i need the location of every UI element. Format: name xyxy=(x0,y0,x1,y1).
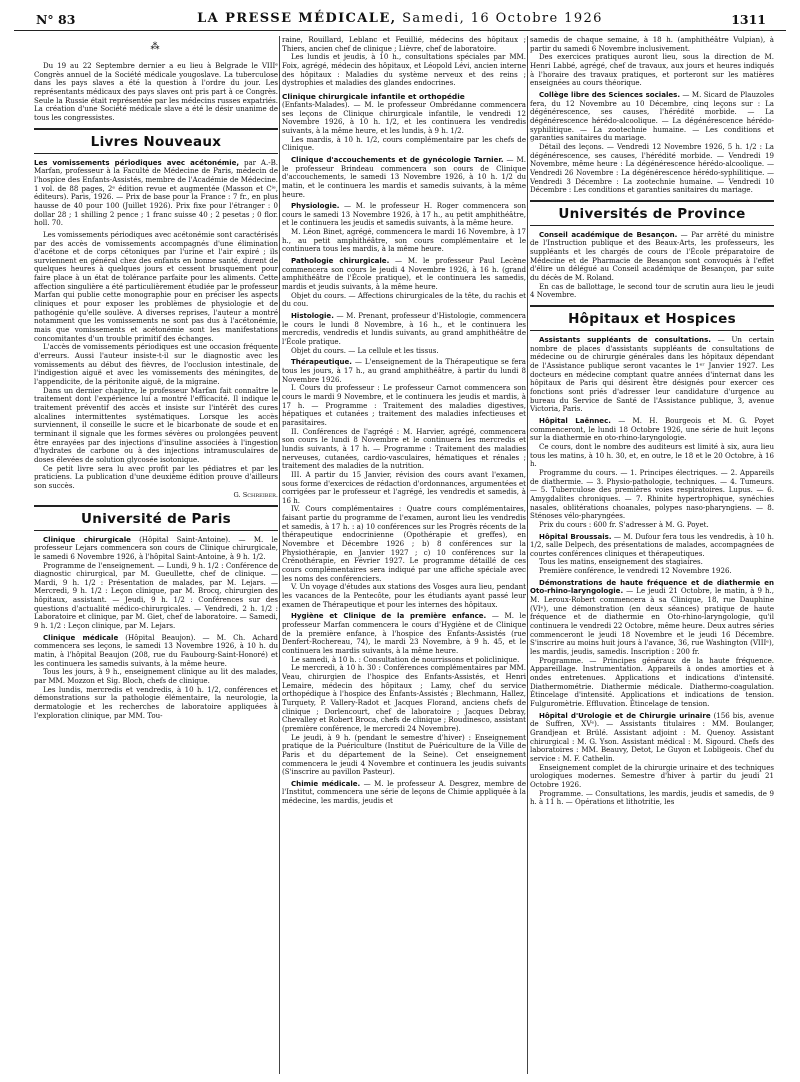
notice-body: — M. Prenant, professeur d'Histologie, commencera le cours le lundi 8 Novembre, à 16 h., et le continuera les mercredis, vendredis et lundis suivants, au grand amphithéâtre de l'École pratique. xyxy=(282,311,526,346)
notice-body: (156 bis, avenue de Suffren, XVᵉ). — Assistants titulaires : MM. Boulanger, Grandjean et Brülé. Assistant adjoint : M. Quenoy. Assistant chirurgical : M. G. Yson. Assistant médical : M. Sigourd. Chefs des laboratoires : MM. Beauvy, Detot, Le Guyon et Lobligeois. Chef du service : M. F. Cathelin. xyxy=(530,710,774,763)
notice-body: — M. le professeur A. Desgrez, membre de l'Institut, commencera une série de leçons de Chimie appliquée à la médecine, les mardis, jeudis et xyxy=(282,778,526,806)
notice-besancon xyxy=(530,231,774,283)
notice-paragraph: Enseignement complet de la chirurgie urinaire et des techniques urologiques modernes. Semestre d'hiver à partir du jeudi 21 Octobre 1926. xyxy=(530,762,774,789)
notice-broussais xyxy=(530,533,774,559)
notice-body: — M. Dufour fera tous les vendredis, à 10 h. 1/2, salle Delpech, des présentations de malades, accompagnées de courtes conférences cliniques et thérapeutiques. xyxy=(530,531,774,558)
notice-therapeutique xyxy=(282,358,526,384)
issue-date: Samedi, 16 Octobre 1926 xyxy=(396,11,603,26)
notice-body: — M. le professeur Brindeau commencera son cours de Clinique d'accouchements, le samedi 13 Novembre 1926, à 10 h. 1/2 du matin, et le continuera les mardis et samedis suivants, à la même heure. xyxy=(282,154,526,199)
notice-histologie xyxy=(282,312,526,347)
section-title-universite-paris: Université de Paris xyxy=(34,505,278,531)
notice-physiologie xyxy=(282,202,526,228)
notice-laennec xyxy=(530,417,774,443)
notice-body: (Hôpital Beaujon). — M. Ch. Achard commencera ses leçons, le samedi 13 Novembre 1926, à 10 h. du matin, à l'hôpital Beaujon (208, rue du Faubourg-Saint-Honoré) et les continuera les samedis suivants, à la même heure. xyxy=(34,632,278,668)
section-title-hopitaux: Hôpitaux et Hospices xyxy=(530,305,774,331)
notice-heading: Hôpital Broussais. xyxy=(539,531,612,541)
notice-paragraph: IV. Cours complémentaires : Quatre cours complémentaires, faisant partie du programme de l'examen, auront lieu les vendredis et samedis, à 17 h. : a) 10 conférences sur les Progrès récents de la thérapeutique endocrinienne (Opothérapie et greffes), en Novembre et Décembre 1926 ; b) 8 conférences sur la Physiothérapie, en Janvier 1927 ; c) 10 conférences sur la Crénothérapie, en Février 1927. Le programme détaillé de ces cours complémentaires sera indiqué par une affiche spéciale avec les noms des conférenciers. xyxy=(282,504,526,583)
notice-paragraph: Le jeudi, à 9 h. (pendant le semestre d'hiver) : Enseignement pratique de la Puériculture (Institut de Puériculture de la Ville de Paris et du département de la Seine). Cet enseignement commencera le jeudi 4 Novembre et continuera les jeudis suivants (S'inscrire au pavillon Pasteur). xyxy=(282,732,526,777)
notice-paragraph: Les lundis, mercredis et vendredis, à 10 h. 1/2, conférences et démonstrations sur la pathologie élémentaire, la neurologie, la dermatologie et les recherches de laboratoire appliquées à l'exploration clinique, par MM. Tou- xyxy=(34,684,278,720)
course-object: Objet du cours. — Affections chirurgicales de la tête, du rachis et du cou. xyxy=(282,290,526,309)
section-title-livres: Livres Nouveaux xyxy=(34,128,278,154)
journal-title: LA PRESSE MÉDICALE, xyxy=(197,11,397,26)
book-review-paragraph: Ce petit livre sera lu avec profit par les pédiatres et par les praticiens. La publication d'une deuxième édition prouve d'ailleurs son succès. xyxy=(34,463,278,490)
notice-paragraph: Programme du cours. — 1. Principes électriques. — 2. Appareils de diathermie. — 3. Physio-pathologie, techniques. — 4. Tumeurs. — 5. Tuberculose des premières voies respiratoires. Lupus. — 6. Amygdalites chroniques. — 7. Rhinite hypertrophique, synéchies nasales, oblitérations choanales, polypes naso-pharyngiens. — 8. Sténoses vélo-pharyngées. xyxy=(530,467,774,521)
notice-body: — M. le professeur H. Roger commencera son cours le samedi 13 Novembre 1926, à 17 h., au petit amphithéâtre, et le continuera les jeudis et samedis suivants, à la même heure. xyxy=(282,201,526,228)
notice-body: — Un certain nombre de places d'assistants suppléants de consultations de médecine ou de chirurgie générales dans les hôpitaux dépendant de l'Assistance publique seront vacantes le 1ᵉʳ Janvier 1927. Les docteurs en médecine comptant quatre années d'internat dans les hôpitaux de Paris qui désirent être désignés pour exercer ces fonctions sont priés d'adresser leur candidature d'urgence au bureau du Service de Santé de l'Assistance publique, 3, avenue Victoria, Paris. xyxy=(530,335,774,414)
notice-paragraph: Des exercices pratiques auront lieu, sous la direction de M. Henri Labbé, agrégé, chef de travaux, aux jours et heures indiqués à l'horaire des travaux pratiques, et porteront sur les matières enseignées au cours théorique. xyxy=(530,52,774,88)
notice-paragraph: Ce cours, dont le nombre des auditeurs est limité à six, aura lieu tous les matins, à 10 h. 30, et, en outre, le 18 et le 20 Octobre, à 16 h. xyxy=(530,441,774,469)
notice-assistants xyxy=(530,336,774,414)
notice-paragraph: Tous les matins, enseignement des stagiaires. xyxy=(539,557,703,567)
asterism-icon: ⁂ xyxy=(150,42,162,52)
book-reference xyxy=(34,159,278,228)
notice-demonstrations xyxy=(530,579,774,657)
notice-heading: Pathologie chirurgicale. xyxy=(291,256,390,266)
notice-paragraph: Les mardis, à 10 h. 1/2, cours complémentaire par les chefs de Clinique. xyxy=(282,134,526,153)
notice-heading: Démonstrations de haute fréquence et de diathermie en Oto-rhino-laryngologie. xyxy=(530,577,774,596)
book-title: Les vomissements périodiques avec acétonémie, xyxy=(34,157,240,167)
notice-heading: Hôpital d'Urologie et de Chirurgie urinaire xyxy=(539,710,711,720)
book-details: par A.-B. Marfan, professeur à la Faculté de Médecine de Paris, médecin de l'hospice des Enfants-Assistés, membre de l'Académie de Médecine. 1 vol. de 88 pages, 2ᵉ édition revue et augmentée (Masson et Cⁱᵉ, éditeurs). Paris, 1926. — Prix de base pour la France : 7 fr., en plus hausse de 40 pour 100 (Juillet 1926). Prix fixe pour l'étranger : 0 dollar 28 ; 1 shilling 2 pence ; 1 franc suisse 40 ; 2 pesetas ; 0 flor. holl. 70. xyxy=(34,157,278,228)
notice-paragraph: Première conférence, le vendredi 12 Novembre 1926. xyxy=(539,566,732,576)
notice-body: — Par arrêté du ministre de l'Instruction publique et des Beaux-Arts, les professeurs, les suppléants et les chargés de cours de l'École préparatoire de Médecine et de Pharmacie de Besançon sont convoqués à l'effet d'élire un délégué au Conseil académique de Besançon, par suite du décès de M. Roland. xyxy=(530,229,774,283)
notice-urologie xyxy=(530,712,774,764)
notice-paragraph: Les lundis et jeudis, à 10 h., consultations spéciales par MM. Foix, agrégé, médecin des hôpitaux, et Léopold Lévi, ancien interne des hôpitaux : Maladies du système nerveux et des reins ; dystrophies et maladies des glandes endocrines. xyxy=(282,52,526,88)
course-object: Objet du cours. — La cellule et les tissus. xyxy=(291,345,439,355)
notice-body: (Hôpital Saint-Antoine). — M. le professeur Lejars commencera son cours de Clinique chirurgicale, le samedi 6 Novembre 1926, à l'hôpital Saint-Antoine, à 9 h. 1/2. xyxy=(34,534,278,561)
page-header xyxy=(14,8,786,31)
notice-paragraph: samedis de chaque semaine, à 18 h. (amphithéâtre Vulpian), à partir du samedi 6 Novembre inclusivement. xyxy=(530,36,774,53)
book-review-paragraph: Les vomissements périodiques avec acétonémie sont caractérisés par des accès de vomissements accompagnés d'une élimination d'acétone et de corps cétoniques par l'urine et l'air expiré ; ils surviennent en général chez des enfants en bonne santé, durent de quelques heures à quelques jours et cessent brusquement pour faire place à un état de tolérance parfaite pour les aliments. Cette affection singulière a été particulièrement étudiée par le professeur Marfan qui publie cette monographie pour en préciser les aspects cliniques et pour exposer les problèmes de physiologie et de pathogénie qu'elle soulève. A diverses reprises, l'auteur a montré notamment que les vomissements ne sont pas dus à l'acétonémie, mais que vomissements et acétonémie sont les manifestations concomitantes d'un trouble primitif des échanges. xyxy=(34,229,278,343)
notice-body: — M. le professeur Marfan commencera le cours d'Hygiène et de Clinique de la première enfance, à l'hospice des Enfants-Assistés (rue Denfert-Rochereau, 74), le mardi 23 Novembre, à 9 h. 45, et le continuera les mardis suivants, à la même heure. xyxy=(282,611,526,655)
notice-body: — M. H. Bourgeois et M. G. Poyet commenceront, le lundi 18 Octobre 1926, une série de huit leçons sur la diathermie en oto-rhino-laryngologie. xyxy=(530,415,774,443)
notice-paragraph: II. Conférences de l'agrégé : M. Harvier, agrégé, commencera son cours le lundi 8 Novembre et le continuera les mercredis et lundis suivants, à 17 h. — Programme : Traitement des maladies nerveuses, cutanées, cardio-vasculaires, hématiques et rénales ; traitement des maladies de la nutrition. xyxy=(282,426,526,471)
notice-paragraph: M. Léon Binet, agrégé, commencera le mardi 16 Novembre, à 17 h., au petit amphithéâtre, son cours complémentaire et le continuera tous les mardis, à la même heure. xyxy=(282,227,526,254)
masthead xyxy=(14,11,786,26)
program-paragraph: Programme de l'enseignement. — Lundi, 9 h. 1/2 : Conférence de diagnostic chirurgical, par M. Gueullette, chef de clinique. — Mardi, 9 h. 1/2 : Présentation de malades, par M. Lejars. — Mercredi, 9 h. 1/2 : Leçon clinique, par M. Brocq, chirurgien des hôpitaux, assistant. — Jeudi, 9 h. 1/2 : Conférences sur des questions d'actualité médico-chirurgicales. — Vendredi, 2 h. 1/2 : Laboratoire et clinique, par M. Giet, chef de laboratoire. — Samedi, 9 h. 1/2 : Leçon clinique, par M. Lejars. xyxy=(34,560,278,631)
notice-paragraph: Tous les jours, à 9 h., enseignement clinique au lit des malades, par MM. Mozzon et Sig. Bloch, chefs de clinique. xyxy=(34,667,278,686)
congress-paragraph: Du 19 au 22 Septembre dernier a eu lieu à Belgrade le VIIIᵉ Congrès annuel de la Société médicale yougoslave. La tuberculose dans les pays slaves a été la question à l'ordre du jour. Les représentants médicaux des pays slaves ont pris part à ce Congrès. Seule la Russie était représentée par les médecins russes expatriés. La création d'une Société médicale slave a été le désir unanime de tous les congressistes. xyxy=(34,61,278,122)
columns xyxy=(14,36,786,1074)
notice-paragraph: raine, Rouillard, Leblanc et Feuillié, médecins des hôpitaux ; Thiers, ancien chef de clinique ; Lièvre, chef de laboratoire. xyxy=(282,36,526,53)
notice-heading: Assistants suppléants de consultations. xyxy=(539,335,711,345)
notice-heading: Clinique d'accouchements et de gynécologie Tarnier. xyxy=(291,154,504,164)
book-review-paragraph: Dans un dernier chapitre, le professeur Marfan fait connaître le traitement dont l'expérience lui a montré l'efficacité. Il indique le traitement préventif des accès et insiste sur l'intérêt des cures alcalines intermittentes systématiques. Lorsque les accès surviennent, il conseille le sucre et le bicarbonate de soude et en terminant il signale que les formes sévères ou prolongées peuvent être enrayées par des injections d'insuline associées à l'ingestion d'hydrates de carbone ou à des injections intramusculaires de doses élevées de solution glycosée isotonique. xyxy=(34,385,278,464)
notice-paragraph: V. Un voyage d'études aux stations des Vosges aura lieu, pendant les vacances de la Pentecôte, pour les étudiants ayant passé leur examen de Thérapeutique et pour les internes des hôpitaux. xyxy=(282,582,526,609)
notice-body: (Enfants-Malades). — M. le professeur Ombrédanne commencera ses leçons de Clinique chirurgicale infantile, le vendredi 12 Novembre 1926, à 10 h. 1/2, et les continuera les vendredis suivants, à la même heure, et les lundis, à 9 h. 1/2. xyxy=(282,99,526,135)
notice-hygiene xyxy=(282,612,526,655)
notice-heading: Clinique médicale xyxy=(43,632,119,642)
column-3 xyxy=(530,36,774,1074)
notice-heading: Clinique chirurgicale xyxy=(43,534,131,544)
column-1 xyxy=(34,36,278,1074)
book-review-paragraph: L'accès de vomissements périodiques est une occasion fréquente d'erreurs. Aussi l'auteur insiste-t-il sur le diagnostic avec les vomissements au début des fièvres, de l'occlusion intestinale, de l'indigestion aiguë et avec les vomissements des méningites, de l'appendicite, de la péritonite aiguë, de la migraine. xyxy=(34,342,278,386)
notice-heading: Chimie médicale. xyxy=(291,778,361,788)
notice-heading: Thérapeutique. xyxy=(291,357,352,367)
notice-accouchements xyxy=(282,156,526,199)
notice-paragraph: III. A partir du 15 Janvier, révision des cours avant l'examen, sous forme d'exercices de rédaction d'ordonnances, argumentées et corrigées par le professeur et l'agrégé, les vendredis et samedis, à 16 h. xyxy=(282,469,526,505)
notice-heading: Clinique chirurgicale infantile et orthopédie xyxy=(282,91,465,101)
notice-college xyxy=(530,91,774,143)
section-title-universites-province: Universités de Province xyxy=(530,200,774,226)
notice-body: — M. Sicard de Plauzoles fera, du 12 Novembre au 10 Décembre, cinq leçons sur : La dégénérescence, ses causes, l'hérédité morbide. — La dégénérescence hérédo-alcoolique. — La dégénérescence hérédo-syphilitique. — La zootechnie humaine. — Les conditions et garanties sanitaires du mariage. xyxy=(530,89,774,143)
notice-paragraph: Le samedi, à 10 h. : Consultation de nourrissons et policlinique. xyxy=(291,654,520,664)
notice-paragraph: I. Cours du professeur : Le professeur Carnot commencera son cours le mardi 9 Novembre, et le continuera les jeudis et mardis, à 17 h. — Programme : Traitement des maladies digestives, hépatiques et cutanées ; traitement des maladies infectieuses et parasitaires. xyxy=(282,383,526,427)
notice-clinique-chirurgicale xyxy=(34,536,278,562)
notice-pathologie xyxy=(282,257,526,292)
notice-clinique-medicale xyxy=(34,634,278,669)
notice-paragraph: Détail des leçons. — Vendredi 12 Novembre 1926, 5 h. 1/2 : La dégénérescence, ses causes, l'hérédité morbide. — Vendredi 19 Novembre, même heure : La dégénérescence hérédo-alcoolique. — Vendredi 26 Novembre : La dégénérescence hérédo-syphilitique. — Vendredi 3 Décembre : La zootechnie humaine. — Vendredi 10 Décembre : Les conditions et garanties sanitaires du mariage. xyxy=(530,141,774,195)
notice-paragraph: Le mercredi, à 10 h. 30 : Conférences complémentaires par MM. Veau, chirurgien de l'hospice des Enfants-Assistés, et Henri Lemaire, médecin des hôpitaux ; Lamy, chef du service orthopédique à l'hospice des Enfants-Assistés ; Blechmann, Hallez, Turquety, P. Vallery-Radot et Jacques Florand, anciens chefs de clinique ; Dorlencourt, chef de laboratoire ; Jacques Debray, Chevalley et Robert Broca, chefs de clinique ; Roudinesco, assistant (première conférence, le mercredi 24 Novembre). xyxy=(282,663,526,733)
notice-body: — M. le professeur Paul Lecène commencera son cours le jeudi 4 Novembre 1926, à 16 h. (grand amphithéâtre de l'École pratique), et le continuera les samedis, mardis et jeudis suivants, à la même heure. xyxy=(282,256,526,292)
notice-paragraph: Programme. — Consultations, les mardis, jeudis et samedis, de 9 h. à 11 h. — Opérations et lithotritie, les xyxy=(530,788,774,807)
notice-heading: Physiologie. xyxy=(291,201,340,211)
notice-heading: Conseil académique de Besançon. xyxy=(539,229,678,239)
notice-heading: Hôpital Laënnec. xyxy=(539,415,611,425)
notice-body: — L'enseignement de la Thérapeutique se fera tous les jours, à 17 h., au grand amphithéâtre, à partir du lundi 8 Novembre 1926. xyxy=(282,357,526,384)
review-signature: G. Schreiber. xyxy=(233,490,278,499)
notice-body: — Le jeudi 21 Octobre, le matin, à 9 h., M. Leroux-Robert commencera à sa Clinique, 18, rue Dauphine (VIᵉ), une démonstration (en deux séances) pratique de haute fréquence et de diathermie en Oto-rhino-laryngologie, qu'il continuera le vendredi 22 Octobre, même heure. Deux autres séries commenceront le jeudi 18 Novembre et le jeudi 16 Décembre. S'inscrire au moins huit jours à l'avance, 36, rue Washington (VIIIᵉ), les mardis, jeudis, samedis. Inscription : 200 fr. xyxy=(530,586,774,657)
column-divider xyxy=(279,36,280,1074)
notice-paragraph: En cas de ballottage, le second tour de scrutin aura lieu le jeudi 4 Novembre. xyxy=(530,281,774,300)
page-number: 1311 xyxy=(731,12,766,27)
column-2 xyxy=(282,36,526,1074)
notice-heading: Hygiène et Clinique de la première enfance. xyxy=(291,611,487,621)
column-divider xyxy=(527,36,528,1074)
notice-heading: Collège libre des Sciences sociales. xyxy=(539,89,681,99)
notice-paragraph: Programme. — Principes généraux de la haute fréquence. Appareillage. Instrumentation. Appareils à ondes amorties et à ondes entretenues. Applications et indications d'intensité. Diathermométrie. Diathermie médicale. Diathermo-coagulation. Étincelage d'intensité. Applications et indications de tension. Fulguromètrie. Effluvation. Étincelage de tension. xyxy=(530,655,774,708)
issue-number: N° 83 xyxy=(36,12,76,27)
notice-heading: Histologie. xyxy=(291,311,334,321)
notice-chimie xyxy=(282,780,526,806)
newspaper-page xyxy=(14,8,786,1074)
notice-paragraph: Prix du cours : 600 fr. S'adresser à M. G. Poyet. xyxy=(539,519,709,529)
